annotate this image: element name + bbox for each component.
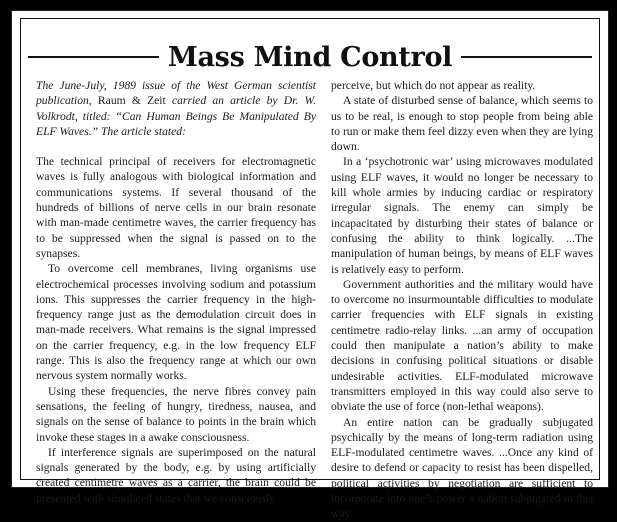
body-paragraph: In a ‘psychotronic war’ using microwaves modulated using ELF waves, it would no longer be necessary to kill whole armies by inducing cardiac or respiratory irregular signals. The enemy can simply be incapacitated by disturbing their states of balance or confusing the ability to think logically. ...The manipulation of human beings, by means of ELF waves is relatively easy to perform. [331, 155, 593, 276]
intro-text-2: carried an article by Dr. W. Volkrodt, titled: “Can Human Beings Be Manipulated By ELF Waves.” The article stated: [36, 94, 316, 138]
body-paragraph: Government authorities and the military would have to overcome no insurmountable difficulties to modulate carrier frequencies with ELF signals in existing centimetre radio-relay links. ...an army of occupation could then manipulate a nation’s ability to make decisions in confusing political situations or disable undesirable activities. ELF-modulated microwave transmitters employed in this way could also serve to obviate the use of force (non-lethal weapons). [331, 277, 593, 414]
left-column [36, 78, 316, 506]
intro-text-1: The June-July, 1989 issue of the West German scientist publication, [36, 79, 316, 108]
body-paragraph: A state of disturbed sense of balance, which seems to us to be real, is enough to stop people from being able to run or make them feel dizzy even when they are lying down. [331, 94, 593, 154]
article-page [11, 10, 609, 521]
body-paragraph: perceive, but which do not appear as reality. [331, 79, 536, 92]
right-column [331, 78, 593, 522]
body-paragraph: An entire nation can be gradually subjugated psychically by the means of long-term radiation using ELF-modulated centimetre waves. ...Once any kind of desire to defend or capacity to resist has been dispelled, political activities by negotiation are sufficient to incorporate into one’s power a nation subjugated in this way. [331, 415, 593, 521]
intro-paragraph [36, 78, 316, 139]
title-rule-right [461, 56, 592, 58]
body-paragraph: Using these frequencies, the nerve fibres convey pain sensations, the feeling of hungry, tiredness, nausea, and signals on the sense of balance to points in the brain which invoke these stages in a awake consciousness. [36, 384, 316, 444]
title-rule-left [28, 56, 159, 58]
title-row [28, 38, 592, 76]
publication-name: Raum & Zeit [91, 94, 172, 108]
body-paragraph: To overcome cell membranes, living organisms use electrochemical processes involving sodium and potassium ions. This suppresses the carrier frequency in the high-frequency range just as the demodulation circuit does in man-made receivers. What remains is the signal impressed on the carrier frequency, e.g. in the low frequency ELF range. This is also the frequency range at which our own nervous system normally works. [36, 262, 316, 383]
body-paragraph: The technical principal of receivers for electromagnetic waves is fully analogous with biological information and communications systems. If several thousand of the hundreds of billions of nerve cells in our brain resonate with man-made centimetre waves, the carrier frequency has to be suppressed when the signal is passed on to the synapses. [36, 155, 316, 260]
article-title: Mass Mind Control [167, 41, 453, 73]
body-paragraph: If interference signals are superimposed on the natural signals generated by the body, e.g. by using artificially created centimetre waves as a carrier, the brain could be presented with simulated states that we consciously [36, 445, 316, 505]
